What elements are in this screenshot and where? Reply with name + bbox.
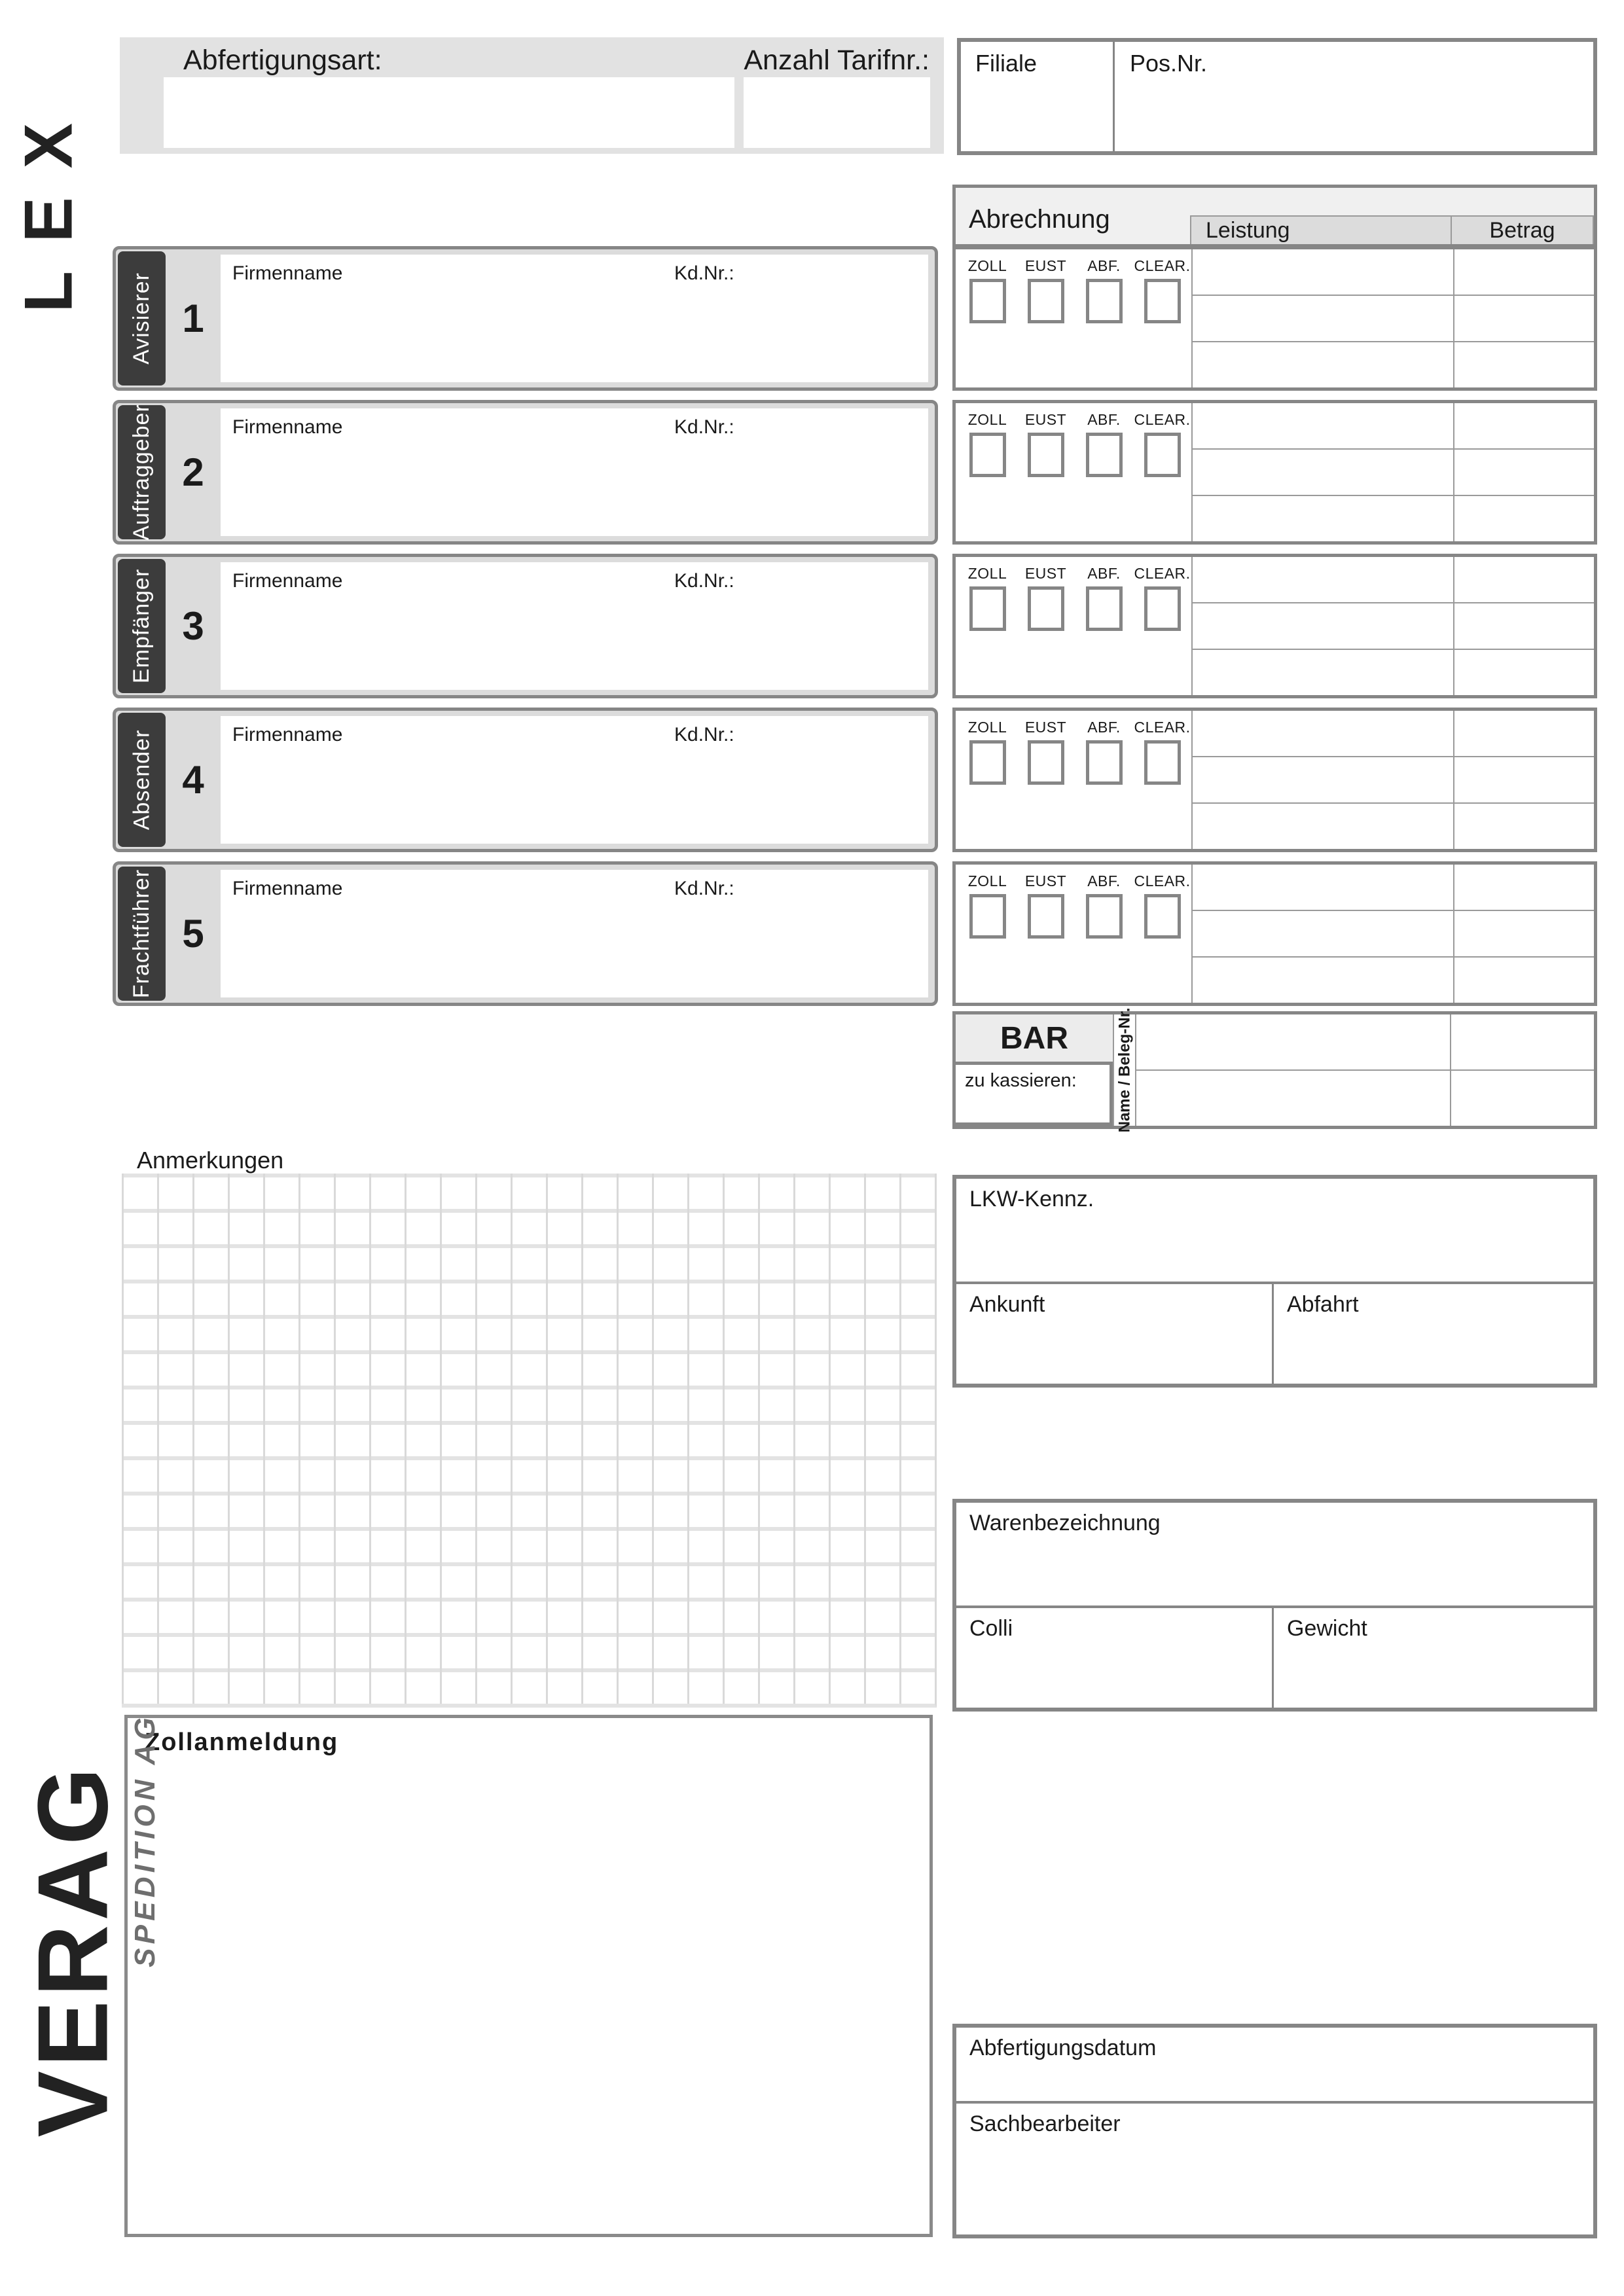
abfertigungsdatum-label: Abfertigungsdatum <box>969 2036 1157 2060</box>
firmenname-input-area[interactable] <box>221 408 928 536</box>
party-role-strip <box>118 405 166 539</box>
kdnr-label: Kd.Nr.: <box>674 262 734 284</box>
checkbox-label: ABF. <box>1087 257 1121 274</box>
checkbox-label: CLEAR. <box>1134 411 1191 428</box>
checkbox[interactable] <box>1086 279 1123 323</box>
betrag-cell[interactable] <box>1451 1071 1594 1126</box>
firmenname-label: Firmenname <box>232 262 343 284</box>
leistung-cells <box>1191 557 1453 695</box>
leistung-cell[interactable] <box>1193 557 1453 603</box>
filiale-label: Filiale <box>975 50 1038 77</box>
checkbox[interactable] <box>969 740 1006 785</box>
betrag-cell[interactable] <box>1454 650 1594 695</box>
betrag-cell[interactable] <box>1454 958 1594 1003</box>
zollanmeldung-label: Zollanmeldung <box>145 1729 339 1756</box>
checkbox-label: ZOLL <box>967 872 1007 889</box>
anzahl-tarifnr-label: Anzahl Tarifnr.: <box>744 45 929 76</box>
abfahrt-label: Abfahrt <box>1287 1292 1359 1317</box>
party-address-box <box>113 554 938 698</box>
party-address-box <box>113 861 938 1006</box>
checkbox-label: CLEAR. <box>1134 565 1191 582</box>
leistung-cells <box>1191 249 1453 387</box>
betrag-cell[interactable] <box>1454 403 1594 450</box>
party-billing-box <box>952 708 1597 852</box>
ankunft-input-area[interactable] <box>956 1284 1274 1384</box>
betrag-cell[interactable] <box>1454 804 1594 849</box>
party-role-label: Absender <box>129 729 154 831</box>
checkbox-column <box>1075 872 1133 1011</box>
warenbezeichnung-label: Warenbezeichnung <box>969 1511 1161 1535</box>
lkw-kennz-label: LKW-Kennz. <box>969 1187 1094 1211</box>
checkbox-label: EUST <box>1024 565 1067 582</box>
abfertigungsdatum-input-area[interactable] <box>956 2028 1593 2104</box>
gewicht-label: Gewicht <box>1287 1616 1367 1641</box>
checkbox-group <box>958 557 1191 703</box>
leistung-cell[interactable] <box>1136 1014 1450 1071</box>
kdnr-label: Kd.Nr.: <box>674 878 734 899</box>
checkbox[interactable] <box>969 894 1006 939</box>
leistung-cell[interactable] <box>1193 711 1453 757</box>
checkbox[interactable] <box>969 433 1006 477</box>
party-billing-box <box>952 246 1597 391</box>
leistung-cell[interactable] <box>1193 296 1453 342</box>
checkbox-label: ABF. <box>1087 565 1121 582</box>
checkbox[interactable] <box>1086 894 1123 939</box>
betrag-label: Betrag <box>1489 217 1555 243</box>
party-row <box>0 861 1624 1006</box>
bar-betrag-cells <box>1450 1014 1594 1126</box>
betrag-cell[interactable] <box>1454 865 1594 911</box>
spedition-ag-text: SPEDITION AG <box>129 1713 161 1967</box>
leistung-cell[interactable] <box>1193 865 1453 911</box>
checkbox-column <box>1075 719 1133 857</box>
betrag-cell[interactable] <box>1454 911 1594 958</box>
betrag-cell[interactable] <box>1454 711 1594 757</box>
leistung-column-header <box>1190 215 1452 244</box>
leistung-cell[interactable] <box>1193 450 1453 496</box>
warenbezeichnung-input-area[interactable] <box>956 1503 1593 1608</box>
abrechnung-header <box>952 185 1597 247</box>
party-billing-box <box>952 554 1597 698</box>
leistung-cell[interactable] <box>1193 496 1453 541</box>
betrag-cell[interactable] <box>1454 296 1594 342</box>
leistung-cell[interactable] <box>1193 249 1453 296</box>
checkbox-column <box>958 719 1017 857</box>
checkbox[interactable] <box>1028 740 1064 785</box>
checkbox-group <box>958 403 1191 549</box>
checkbox-column <box>1075 565 1133 703</box>
betrag-cell[interactable] <box>1454 557 1594 603</box>
abfertigungsart-label: Abfertigungsart: <box>183 45 382 76</box>
checkbox-label: CLEAR. <box>1134 872 1191 889</box>
name-beleg-strip <box>1113 1007 1136 1133</box>
betrag-cell[interactable] <box>1451 1014 1594 1071</box>
betrag-column-header <box>1452 215 1594 244</box>
leistung-cell[interactable] <box>1193 757 1453 804</box>
party-role-label: Auftraggeber <box>129 404 154 541</box>
checkbox-column <box>1075 257 1133 395</box>
checkbox-column <box>958 565 1017 703</box>
leistung-cells <box>1191 403 1453 541</box>
betrag-cells <box>1453 865 1594 1003</box>
checkbox[interactable] <box>1086 740 1123 785</box>
checkbox-label: ABF. <box>1087 719 1121 736</box>
checkbox-label: ABF. <box>1087 411 1121 428</box>
abrechnung-title: Abrechnung <box>969 205 1110 234</box>
checkbox-column <box>1017 257 1075 395</box>
party-role-label: Frachtführer <box>129 869 154 999</box>
bar-title-cell <box>956 1014 1113 1062</box>
party-role-strip <box>118 867 166 1001</box>
party-number: 4 <box>182 758 204 802</box>
leistung-cell[interactable] <box>1193 804 1453 849</box>
checkbox-column <box>1017 565 1075 703</box>
checkbox-label: ZOLL <box>967 565 1007 582</box>
firmenname-input-area[interactable] <box>221 870 928 997</box>
posnr-label: Pos.Nr. <box>1130 50 1208 77</box>
party-role-label: Empfänger <box>129 568 154 684</box>
name-beleg-label: Name / Beleg-Nr. <box>1115 1007 1134 1133</box>
anmerkungen-label: Anmerkungen <box>137 1147 284 1174</box>
leistung-cell[interactable] <box>1136 1071 1450 1126</box>
kdnr-label: Kd.Nr.: <box>674 724 734 745</box>
lkw-kennz-input-area[interactable] <box>956 1179 1593 1284</box>
checkbox[interactable] <box>1144 433 1181 477</box>
checkbox-column <box>1017 872 1075 1011</box>
betrag-cells <box>1453 249 1594 387</box>
checkbox[interactable] <box>1028 433 1064 477</box>
party-address-box <box>113 400 938 545</box>
leistung-label: Leistung <box>1206 217 1290 243</box>
checkbox[interactable] <box>1144 740 1181 785</box>
kdnr-label: Kd.Nr.: <box>674 416 734 438</box>
checkbox-column <box>1075 411 1133 549</box>
betrag-cell[interactable] <box>1454 450 1594 496</box>
gewicht-input-area[interactable] <box>1274 1608 1593 1708</box>
checkbox-label: EUST <box>1024 411 1067 428</box>
checkbox-label: ZOLL <box>967 411 1007 428</box>
checkbox-column <box>1133 411 1191 549</box>
checkbox[interactable] <box>1144 279 1181 323</box>
checkbox-label: ZOLL <box>967 719 1007 736</box>
party-number: 2 <box>182 450 204 494</box>
abfertigung-block <box>952 2024 1597 2238</box>
leistung-cells <box>1191 865 1453 1003</box>
checkbox[interactable] <box>1086 433 1123 477</box>
checkbox-label: CLEAR. <box>1134 257 1191 274</box>
checkbox-column <box>958 257 1017 395</box>
firmenname-input-area[interactable] <box>221 562 928 690</box>
checkbox[interactable] <box>969 586 1006 631</box>
leistung-cell[interactable] <box>1193 911 1453 958</box>
checkbox-column <box>1017 411 1075 549</box>
betrag-cells <box>1453 711 1594 849</box>
kdnr-label: Kd.Nr.: <box>674 570 734 592</box>
lex-logo-text: LEX <box>11 94 87 313</box>
waren-block <box>952 1499 1597 1712</box>
checkbox-column <box>1133 257 1191 395</box>
filiale-posnr-box <box>957 38 1597 155</box>
checkbox-label: EUST <box>1024 719 1067 736</box>
checkbox-column <box>958 411 1017 549</box>
firmenname-label: Firmenname <box>232 416 343 438</box>
betrag-cell[interactable] <box>1454 249 1594 296</box>
checkbox-column <box>958 872 1017 1011</box>
checkbox[interactable] <box>1028 279 1064 323</box>
leistung-cell[interactable] <box>1193 958 1453 1003</box>
ankunft-label: Ankunft <box>969 1292 1045 1317</box>
party-billing-box <box>952 400 1597 545</box>
firmenname-input-area[interactable] <box>221 716 928 844</box>
checkbox-label: ABF. <box>1087 872 1121 889</box>
party-row <box>0 246 1624 391</box>
party-address-box <box>113 708 938 852</box>
anmerkungen-grid[interactable] <box>122 1174 937 1708</box>
zu-kassieren-box[interactable] <box>956 1062 1113 1126</box>
colli-label: Colli <box>969 1616 1013 1641</box>
checkbox-column <box>1133 872 1191 1011</box>
checkbox-group <box>958 865 1191 1011</box>
firmenname-label: Firmenname <box>232 878 343 899</box>
checkbox-column <box>1133 719 1191 857</box>
firmenname-label: Firmenname <box>232 724 343 745</box>
checkbox[interactable] <box>1144 894 1181 939</box>
checkbox-label: CLEAR. <box>1134 719 1191 736</box>
anzahl-tarifnr-input[interactable] <box>744 77 930 148</box>
spedition-ag-logo <box>127 1673 164 2008</box>
checkbox[interactable] <box>1028 586 1064 631</box>
party-row <box>0 708 1624 852</box>
abfertigungsart-input[interactable] <box>164 77 734 148</box>
checkbox[interactable] <box>1028 894 1064 939</box>
party-role-strip <box>118 713 166 847</box>
leistung-cells <box>1191 711 1453 849</box>
leistung-cell[interactable] <box>1193 342 1453 387</box>
checkbox-column <box>1017 719 1075 857</box>
sachbearbeiter-label: Sachbearbeiter <box>969 2111 1121 2136</box>
leistung-cell[interactable] <box>1193 603 1453 650</box>
checkbox[interactable] <box>1144 586 1181 631</box>
lkw-block <box>952 1175 1597 1388</box>
bar-title: BAR <box>1000 1020 1068 1056</box>
party-number: 1 <box>182 296 204 340</box>
betrag-cell[interactable] <box>1454 496 1594 541</box>
checkbox-group <box>958 711 1191 857</box>
betrag-cell[interactable] <box>1454 757 1594 804</box>
firmenname-label: Firmenname <box>232 570 343 592</box>
betrag-cells <box>1453 403 1594 541</box>
leistung-cell[interactable] <box>1193 403 1453 450</box>
abfahrt-input-area[interactable] <box>1274 1284 1593 1384</box>
checkbox[interactable] <box>969 279 1006 323</box>
party-billing-box <box>952 861 1597 1006</box>
party-role-label: Avisierer <box>129 272 154 365</box>
betrag-cell[interactable] <box>1454 342 1594 387</box>
colli-input-area[interactable] <box>956 1608 1274 1708</box>
party-row <box>0 400 1624 545</box>
checkbox-label: EUST <box>1024 872 1067 889</box>
betrag-cell[interactable] <box>1454 603 1594 650</box>
party-row <box>0 554 1624 698</box>
party-address-box <box>113 246 938 391</box>
bar-section <box>952 1007 1597 1133</box>
checkbox-label: ZOLL <box>967 257 1007 274</box>
verag-logo-text: VERAG <box>17 1763 128 2138</box>
filiale-divider <box>1113 42 1115 151</box>
checkbox-label: EUST <box>1024 257 1067 274</box>
party-role-strip <box>118 559 166 693</box>
checkbox[interactable] <box>1086 586 1123 631</box>
zu-kassieren-label: zu kassieren: <box>965 1070 1077 1091</box>
checkbox-group <box>958 249 1191 395</box>
party-role-strip <box>118 251 166 386</box>
sachbearbeiter-input-area[interactable] <box>956 2104 1593 2234</box>
firmenname-input-area[interactable] <box>221 255 928 382</box>
leistung-cell[interactable] <box>1193 650 1453 695</box>
bar-leistung-cells <box>1136 1014 1450 1126</box>
betrag-cells <box>1453 557 1594 695</box>
party-number: 3 <box>182 604 204 648</box>
verag-logo <box>14 1764 131 2137</box>
party-number: 5 <box>182 912 204 956</box>
zollanmeldung-box[interactable] <box>124 1715 933 2237</box>
checkbox-column <box>1133 565 1191 703</box>
